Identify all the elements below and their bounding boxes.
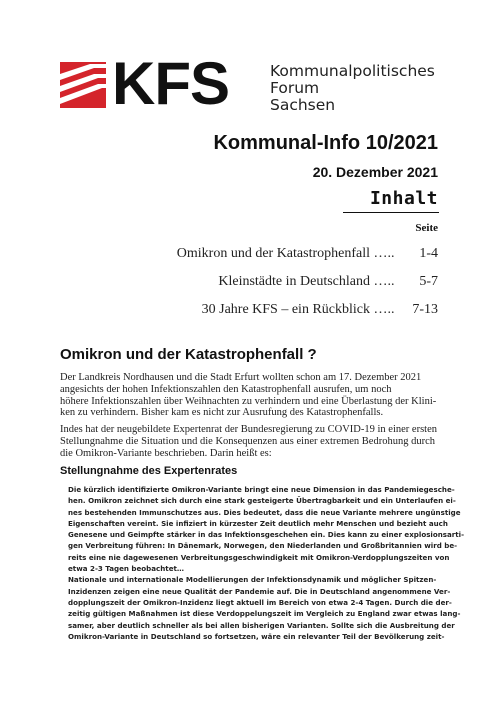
toc-entry-title: Kleinstädte in Deutschland …..	[218, 274, 395, 289]
toc-entry-pages: 5-7	[419, 274, 438, 289]
org-line: Forum	[270, 79, 320, 97]
toc-entry-title: 30 Jahre KFS – ein Rückblick …..	[201, 302, 395, 317]
text-line: Stellungnahme die Situation und die Konsequenzen aus einer extremen Bedrohung durch	[60, 435, 435, 447]
quote-line: hen. Omikron zeichnet sich durch eine stark gesteigerte Übertragbarkeit und ein Unterlaufen ei-	[68, 496, 456, 506]
quote-line: samer, aber deutlich schneller als bei allen bisherigen Varianten. Sollte sich die Ausbreitung der	[68, 620, 455, 630]
quote-line: zeitig gültigen Maßnahmen ist diese Verdoppelungszeit im Vergleich zu England zwar etwas lang-	[68, 609, 461, 619]
text-line: die Omikron-Variante beschrieben. Darin heißt es:	[60, 447, 272, 459]
org-line: Sachsen	[270, 96, 336, 114]
quote-line: reits eine nie dagewesenen Verbreitungsgeschwindigkeit mit Omikron-Verdopplungszeiten von	[68, 552, 450, 562]
org-line: Kommunalpolitisches	[270, 62, 435, 80]
text-line: ken zu verhindern. Bisher kam es nicht zur Ausrufung des Katastrophenfalls.	[60, 407, 384, 419]
quote-line: nes bestehenden Immunschutzes aus. Dies bedeutet, dass die neue Variante mehrere ungünstige	[68, 507, 461, 517]
toc-entry-pages: 1-4	[419, 246, 438, 261]
quote-line: Die kürzlich identifizierte Omikron-Variante bringt eine neue Dimension in das Pandemiegesche-	[68, 485, 455, 494]
toc-entry[interactable]	[218, 274, 438, 290]
toc-divider	[343, 212, 439, 213]
toc-entry[interactable]	[177, 246, 438, 262]
article-paragraph	[60, 424, 440, 459]
quote-line: etwa 2-3 Tagen beobachtet…	[68, 564, 184, 574]
kfs-logo-mark-icon	[60, 62, 106, 108]
organization-name	[270, 63, 435, 114]
toc-entry-title: Omikron und der Katastrophenfall …..	[176, 246, 395, 261]
quote-line: Omikron-Variante in Deutschland so fortsetzen, wäre ein relevanter Teil der Bevölkerung zeit-	[68, 631, 445, 641]
toc-page-label: Seite	[415, 222, 438, 234]
kfs-logo	[60, 50, 480, 120]
expert-statement-quote	[68, 484, 465, 642]
quote-line: dopplungszeit der Omikron-Inzidenz liegt aktuell im Bereich von etwa 2-4 Tagen. Durch die der-	[68, 597, 452, 607]
text-line: Indes hat der neugebildete Expertenrat der Bundesregierung zu COVID-19 in einer ersten	[60, 424, 437, 435]
quote-line: Genesene und Geimpfte stärker in das Infektionsgeschehen ein. Dies kann zu einer explosionsarti-	[68, 530, 465, 540]
quote-line: Inzidenzen zeigen eine neue Qualität der Pandemie auf. Die in Deutschland angenommene Ver-	[68, 586, 451, 596]
quote-line: gen Verbreitung führen: In Dänemark, Norwegen, den Niederlanden und Großbritannien wird be-	[68, 541, 458, 551]
logo-letters: KFS	[112, 50, 229, 117]
article-paragraph	[60, 372, 440, 419]
issue-date: 20. Dezember 2021	[312, 164, 438, 180]
text-line: höhere Infektionszahlen über Weihnachten zu verhindern und eine Überlastung der Klini-	[60, 395, 437, 407]
text-line: Der Landkreis Nordhausen und die Stadt Erfurt wollten schon am 17. Dezember 2021	[60, 372, 422, 383]
quote-line: Eigenschaften vereint. Sie infiziert in kürzester Zeit deutlich mehr Menschen und bezieht auch	[68, 518, 448, 528]
quote-line: Nationale und internationale Modellierungen der Infektionsdynamik und möglicher Spitzen-	[68, 575, 437, 585]
toc-entry[interactable]	[202, 302, 438, 318]
toc-entry-pages: 7-13	[412, 302, 438, 317]
article-heading: Omikron und der Katastrophenfall ?	[60, 346, 317, 363]
text-line: angesichts der hohen Infektionszahlen den Katastrophenfall ausrufen, um noch	[60, 383, 392, 395]
issue-title: Kommunal-Info 10/2021	[213, 132, 438, 154]
article-subheading: Stellungnahme des Expertenrates	[60, 465, 238, 477]
toc-heading: Inhalt	[369, 188, 438, 209]
